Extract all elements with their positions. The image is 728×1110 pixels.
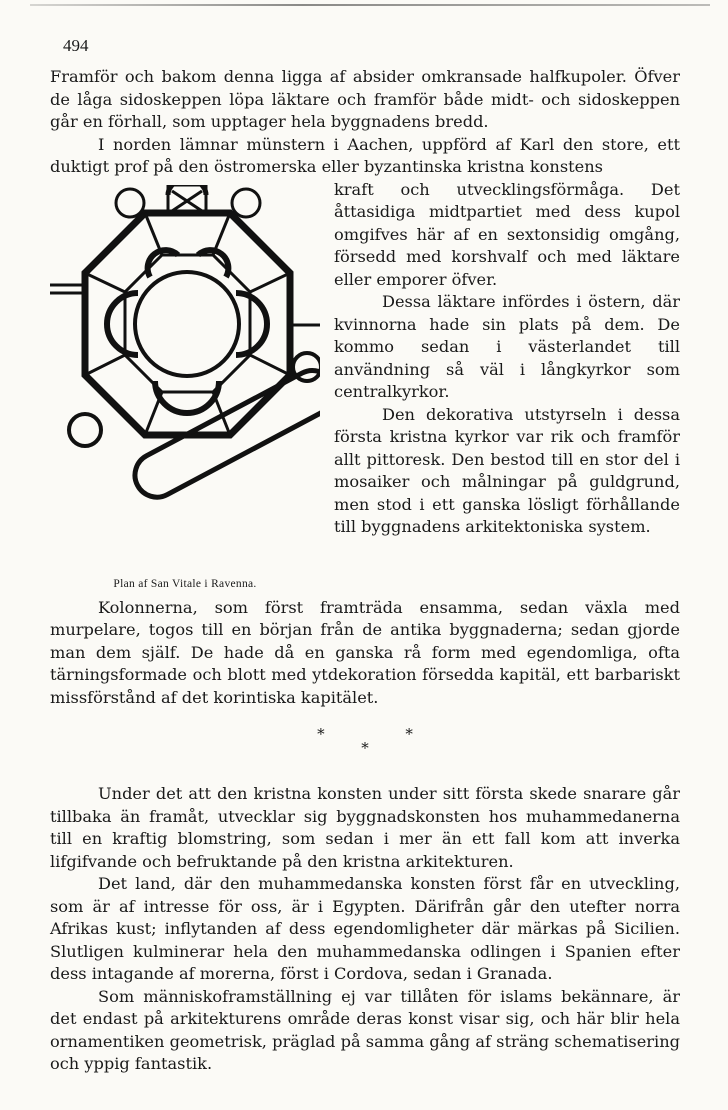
body-text — [50, 66, 680, 1076]
paragraph-4: Den dekorativa utstyrseln i dessa första kristna kyrkor var rik och framför allt pittoresk. Den bestod till en stor del i mosaiker och målningar på guldgrund, men stod i ett ganska lösligt förhållande till byggnadens arkitektoniska system. — [334, 404, 680, 536]
paragraph-3: Dessa läktare infördes i östern, där kvinnorna hade sin plats på dem. De kommo sedan i västerlandet till användning så väl i långkyrkor som centralkyrkor. — [334, 292, 680, 401]
star-center: * — [361, 739, 369, 757]
paragraph-7: Det land, där den muhammedanska konsten först får en utveckling, som är af intresse för oss, är i Egypten. Därifrån går den utefter norra Afrikas kust; inflytanden af dess egendomligheter där märkas på Sicilien. Slutligen kulminerar hela den muhammedanska odlingen i Spanien efter dess intagande af morerna, först i Cordova, sedan i Granada. — [50, 874, 680, 983]
star-left: * — [317, 725, 325, 743]
page-number: 494 — [63, 36, 89, 55]
section-divider — [50, 727, 680, 755]
paragraph-5: Kolonnerna, som först framträda ensamma, sedan växla med murpelare, togos till en början från de antika byggnaderna; sedan gjorde man dem själf. De hade då en ganska rå form med egendomliga, ofta tärningsformade och blott med ytdekoration försedda kapitäl, ett barbariskt missförstånd af det korintiska kapitälet. — [50, 597, 680, 707]
paragraph-1: Framför och bakom denna ligga af absider omkransade halfkupoler. Öfver de låga sidoskeppen löpa läktare och framför både midt- och sidoskeppen går en förhall, som upptager hela byggnadens bredd. — [50, 67, 680, 131]
paragraph-6: Under det att den kristna konsten under sitt första skede snarare går tillbaka än framåt, utvecklar sig byggnadskonsten hos muhammedanerna till en kraftig blomstring, som sedan i mer än ett fall kom att inverka lifgifvande och befruktande på den kristna arkitekturen. — [50, 784, 680, 871]
figure-caption: Plan af San Vitale i Ravenna. — [113, 577, 257, 590]
floor-plan-figure — [50, 185, 320, 597]
paragraph-8: Som människoframställning ej var tillåten för islams bekännare, är det endast på arkitekturens område deras konst visar sig, och här blir hela ornamentiken geometrisk, präglad på samma gång af sträng schematisering och yppig fantastik. — [50, 986, 680, 1073]
scan-edge-line — [30, 4, 710, 6]
floor-plan-drawing — [50, 185, 320, 565]
star-right: * — [405, 725, 413, 743]
paragraph-2a: I norden lämnar münstern i Aachen, uppförd af Karl den store, ett duktigt prof på den östromerska eller byzantinska kristna konstens — [50, 134, 680, 176]
paragraph-2b: kraft och utvecklingsförmåga. Det åttasidiga midtpartiet med dess kupol omgifves här af en sextonsidig omgång, försedd med korshvalf och med läktare eller emporer öfver. — [334, 179, 680, 289]
